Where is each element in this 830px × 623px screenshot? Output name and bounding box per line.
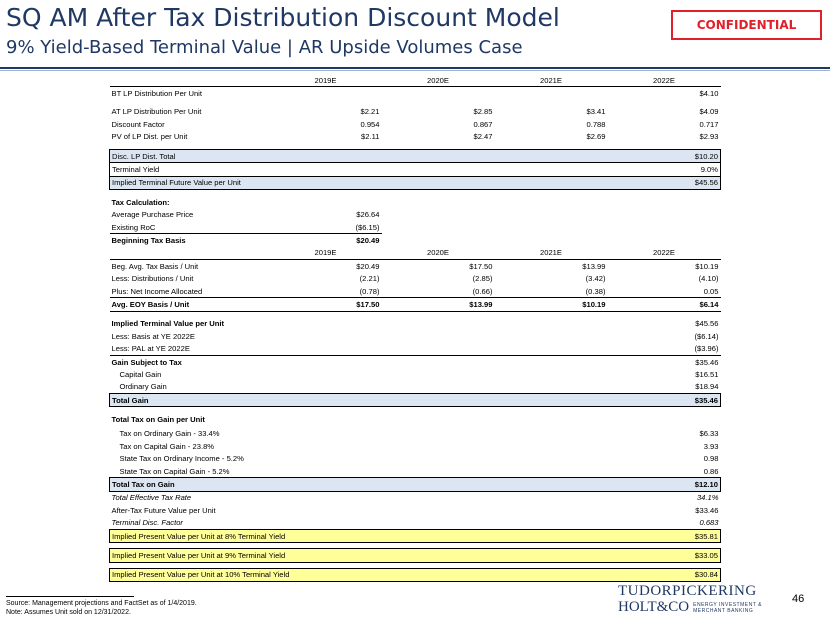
year-header: 2021E bbox=[495, 247, 608, 260]
cell: 0.98 bbox=[703, 454, 719, 464]
table-row bbox=[110, 209, 721, 221]
table-row bbox=[110, 440, 721, 452]
logo-tag-2: MERCHANT BANKING bbox=[693, 607, 754, 614]
year-header-row bbox=[110, 74, 721, 87]
cell: $33.05 bbox=[608, 549, 721, 562]
page-subtitle: 9% Yield-Based Terminal Value | AR Upside Volumes Case bbox=[6, 37, 523, 58]
year-header: 2019E bbox=[270, 247, 382, 260]
cell: $13.99 bbox=[582, 261, 606, 271]
cell: 0.05 bbox=[608, 285, 721, 298]
table-row bbox=[110, 272, 721, 284]
assumption-note: Note: Assumes Unit sold on 12/31/2022. bbox=[6, 609, 131, 616]
table-row bbox=[110, 330, 721, 342]
pv-10-row bbox=[110, 568, 721, 581]
cell: 0.86 bbox=[703, 466, 719, 476]
cell: $3.41 bbox=[586, 107, 606, 117]
page-title: SQ AM After Tax Distribution Discount Model bbox=[6, 3, 560, 32]
confidential-badge: CONFIDENTIAL bbox=[671, 10, 822, 40]
cell: $6.14 bbox=[699, 299, 719, 309]
table-row bbox=[110, 106, 721, 118]
distribution-table bbox=[109, 74, 721, 582]
cell: $12.10 bbox=[608, 478, 721, 491]
table-row bbox=[110, 413, 721, 425]
pv-9-row bbox=[110, 549, 721, 562]
logo-line-2: HOLT&CO bbox=[618, 599, 690, 615]
row-label: PV of LP Dist. per Unit bbox=[111, 132, 188, 142]
section-heading: Tax Calculation: bbox=[111, 197, 170, 207]
row-label: Existing RoC bbox=[110, 221, 270, 234]
year-header-row bbox=[110, 247, 721, 260]
table-row bbox=[110, 342, 721, 355]
table-row bbox=[110, 491, 721, 504]
cell: (3.42) bbox=[585, 274, 606, 284]
year-header: 2019E bbox=[270, 74, 382, 87]
eoy-basis-row bbox=[110, 298, 721, 311]
cell: $35.46 bbox=[695, 357, 719, 367]
cell: $6.33 bbox=[699, 429, 719, 439]
cell: $10.20 bbox=[608, 149, 721, 162]
cell: (0.78) bbox=[270, 285, 382, 298]
cell: 0.954 bbox=[360, 119, 380, 129]
logo-line-1: TUDORPICKERING bbox=[618, 583, 757, 599]
table-row bbox=[110, 428, 721, 440]
table-row bbox=[110, 355, 721, 368]
year-header: 2021E bbox=[495, 74, 608, 87]
row-label: BT LP Distribution Per Unit bbox=[111, 89, 202, 99]
tax-calc-heading-row bbox=[110, 196, 721, 208]
table-row bbox=[110, 87, 721, 100]
cell: $26.64 bbox=[356, 210, 380, 220]
cell: $2.93 bbox=[699, 132, 719, 142]
implied-terminal-row bbox=[110, 176, 721, 189]
table-row bbox=[110, 453, 721, 465]
cell: $2.47 bbox=[473, 132, 493, 142]
cell: $2.69 bbox=[586, 132, 606, 142]
title-divider bbox=[0, 67, 830, 69]
row-label: Less: Basis at YE 2022E bbox=[111, 331, 195, 341]
cell: $20.49 bbox=[356, 235, 380, 245]
row-label: State Tax on Ordinary Income - 5.2% bbox=[119, 454, 244, 464]
table-row bbox=[110, 318, 721, 330]
row-label: Plus: Net Income Allocated bbox=[110, 285, 270, 298]
row-label: Less: Distributions / Unit bbox=[111, 274, 194, 284]
row-label: Terminal Yield bbox=[110, 163, 608, 176]
year-header: 2020E bbox=[382, 247, 495, 260]
cell: $10.19 bbox=[582, 299, 606, 309]
table-row bbox=[110, 260, 721, 273]
cell: 0.683 bbox=[608, 517, 721, 530]
row-label: Disc. LP Dist. Total bbox=[110, 149, 608, 162]
row-label: Total Effective Tax Rate bbox=[111, 493, 192, 503]
cell: $4.09 bbox=[699, 107, 719, 117]
row-label: Implied Terminal Future Value per Unit bbox=[110, 176, 608, 189]
pv-8-row bbox=[110, 529, 721, 542]
table-row bbox=[110, 221, 721, 234]
cell: (2.21) bbox=[359, 274, 380, 284]
row-label: Total Tax on Gain bbox=[110, 478, 608, 491]
cell: $30.84 bbox=[608, 568, 721, 581]
logo-tagline bbox=[693, 602, 762, 614]
footnotes bbox=[6, 599, 197, 617]
cell: $2.21 bbox=[360, 107, 380, 117]
terminal-yield-row bbox=[110, 163, 721, 176]
table-row bbox=[110, 368, 721, 380]
table-row bbox=[110, 465, 721, 478]
row-label: Tax on Ordinary Gain - 33.4% bbox=[119, 429, 220, 439]
cell: $4.10 bbox=[699, 89, 719, 99]
table-row bbox=[110, 118, 721, 130]
total-gain-row bbox=[110, 393, 721, 406]
row-label: Implied Present Value per Unit at 9% Terminal Yield bbox=[110, 549, 608, 562]
logo-tag-1: ENERGY INVESTMENT & bbox=[693, 601, 762, 608]
cell: (4.10) bbox=[698, 274, 719, 284]
cell: $35.81 bbox=[608, 529, 721, 542]
row-label: Beg. Avg. Tax Basis / Unit bbox=[111, 261, 199, 271]
page-number: 46 bbox=[792, 593, 805, 605]
cell: 3.93 bbox=[703, 441, 719, 451]
row-label: Discount Factor bbox=[111, 119, 165, 129]
row-label: Total Gain bbox=[110, 393, 608, 406]
section-heading: Total Tax on Gain per Unit bbox=[111, 415, 205, 425]
footnote-divider bbox=[6, 596, 134, 597]
cell: $13.99 bbox=[469, 299, 493, 309]
cell bbox=[382, 87, 495, 100]
cell: (0.38) bbox=[495, 285, 608, 298]
cell: 0.717 bbox=[699, 119, 719, 129]
row-label: Avg. EOY Basis / Unit bbox=[111, 299, 190, 309]
row-label: Beginning Tax Basis bbox=[111, 235, 186, 245]
cell: ($6.15) bbox=[270, 221, 382, 234]
cell: $17.50 bbox=[469, 261, 493, 271]
cell: (0.66) bbox=[382, 285, 495, 298]
total-tax-row bbox=[110, 478, 721, 491]
beginning-basis-row bbox=[110, 234, 721, 247]
year-header: 2020E bbox=[382, 74, 495, 87]
title-divider-thin bbox=[0, 70, 830, 71]
cell: $35.46 bbox=[608, 393, 721, 406]
cell: $18.94 bbox=[695, 382, 719, 392]
cell: $33.46 bbox=[695, 505, 719, 515]
row-label: Implied Terminal Value per Unit bbox=[111, 319, 225, 329]
cell: $16.51 bbox=[695, 369, 719, 379]
row-label: Implied Present Value per Unit at 8% Terminal Yield bbox=[110, 529, 608, 542]
row-label: Average Purchase Price bbox=[111, 210, 194, 220]
cell: $2.11 bbox=[361, 132, 380, 142]
row-label: Less: PAL at YE 2022E bbox=[110, 342, 608, 355]
row-label: Gain Subject to Tax bbox=[111, 357, 182, 367]
table-row bbox=[110, 504, 721, 516]
cell: ($6.14) bbox=[694, 331, 719, 341]
cell: 0.788 bbox=[586, 119, 606, 129]
table-row bbox=[110, 381, 721, 394]
year-header: 2022E bbox=[608, 247, 721, 260]
cell: $20.49 bbox=[356, 261, 380, 271]
cell bbox=[495, 87, 608, 100]
cell: 34.1% bbox=[696, 493, 719, 503]
table-row bbox=[110, 131, 721, 143]
cell: $10.19 bbox=[695, 261, 719, 271]
source-note: Source: Management projections and FactSet as of 1/4/2019. bbox=[6, 600, 197, 607]
cell: ($3.96) bbox=[608, 342, 721, 355]
cell: 9.0% bbox=[608, 163, 721, 176]
year-header: 2022E bbox=[608, 74, 721, 87]
cell bbox=[270, 87, 382, 100]
company-logo bbox=[618, 583, 762, 615]
row-label: State Tax on Capital Gain - 5.2% bbox=[119, 466, 230, 476]
row-label: Tax on Capital Gain - 23.8% bbox=[119, 441, 215, 451]
row-label: Capital Gain bbox=[119, 369, 162, 379]
cell: $2.85 bbox=[473, 107, 493, 117]
row-label: After-Tax Future Value per Unit bbox=[111, 505, 216, 515]
row-label: Terminal Disc. Factor bbox=[110, 517, 608, 530]
disc-total-row bbox=[110, 149, 721, 162]
cell: 0.867 bbox=[473, 119, 493, 129]
cell: $45.56 bbox=[695, 319, 719, 329]
row-label: AT LP Distribution Per Unit bbox=[111, 107, 202, 117]
cell: $17.50 bbox=[356, 299, 380, 309]
cell: $45.56 bbox=[608, 176, 721, 189]
row-label: Ordinary Gain bbox=[119, 382, 167, 392]
cell: (2.85) bbox=[472, 274, 493, 284]
table-row bbox=[110, 285, 721, 298]
row-label: Implied Present Value per Unit at 10% Terminal Yield bbox=[110, 568, 608, 581]
table-row bbox=[110, 517, 721, 530]
